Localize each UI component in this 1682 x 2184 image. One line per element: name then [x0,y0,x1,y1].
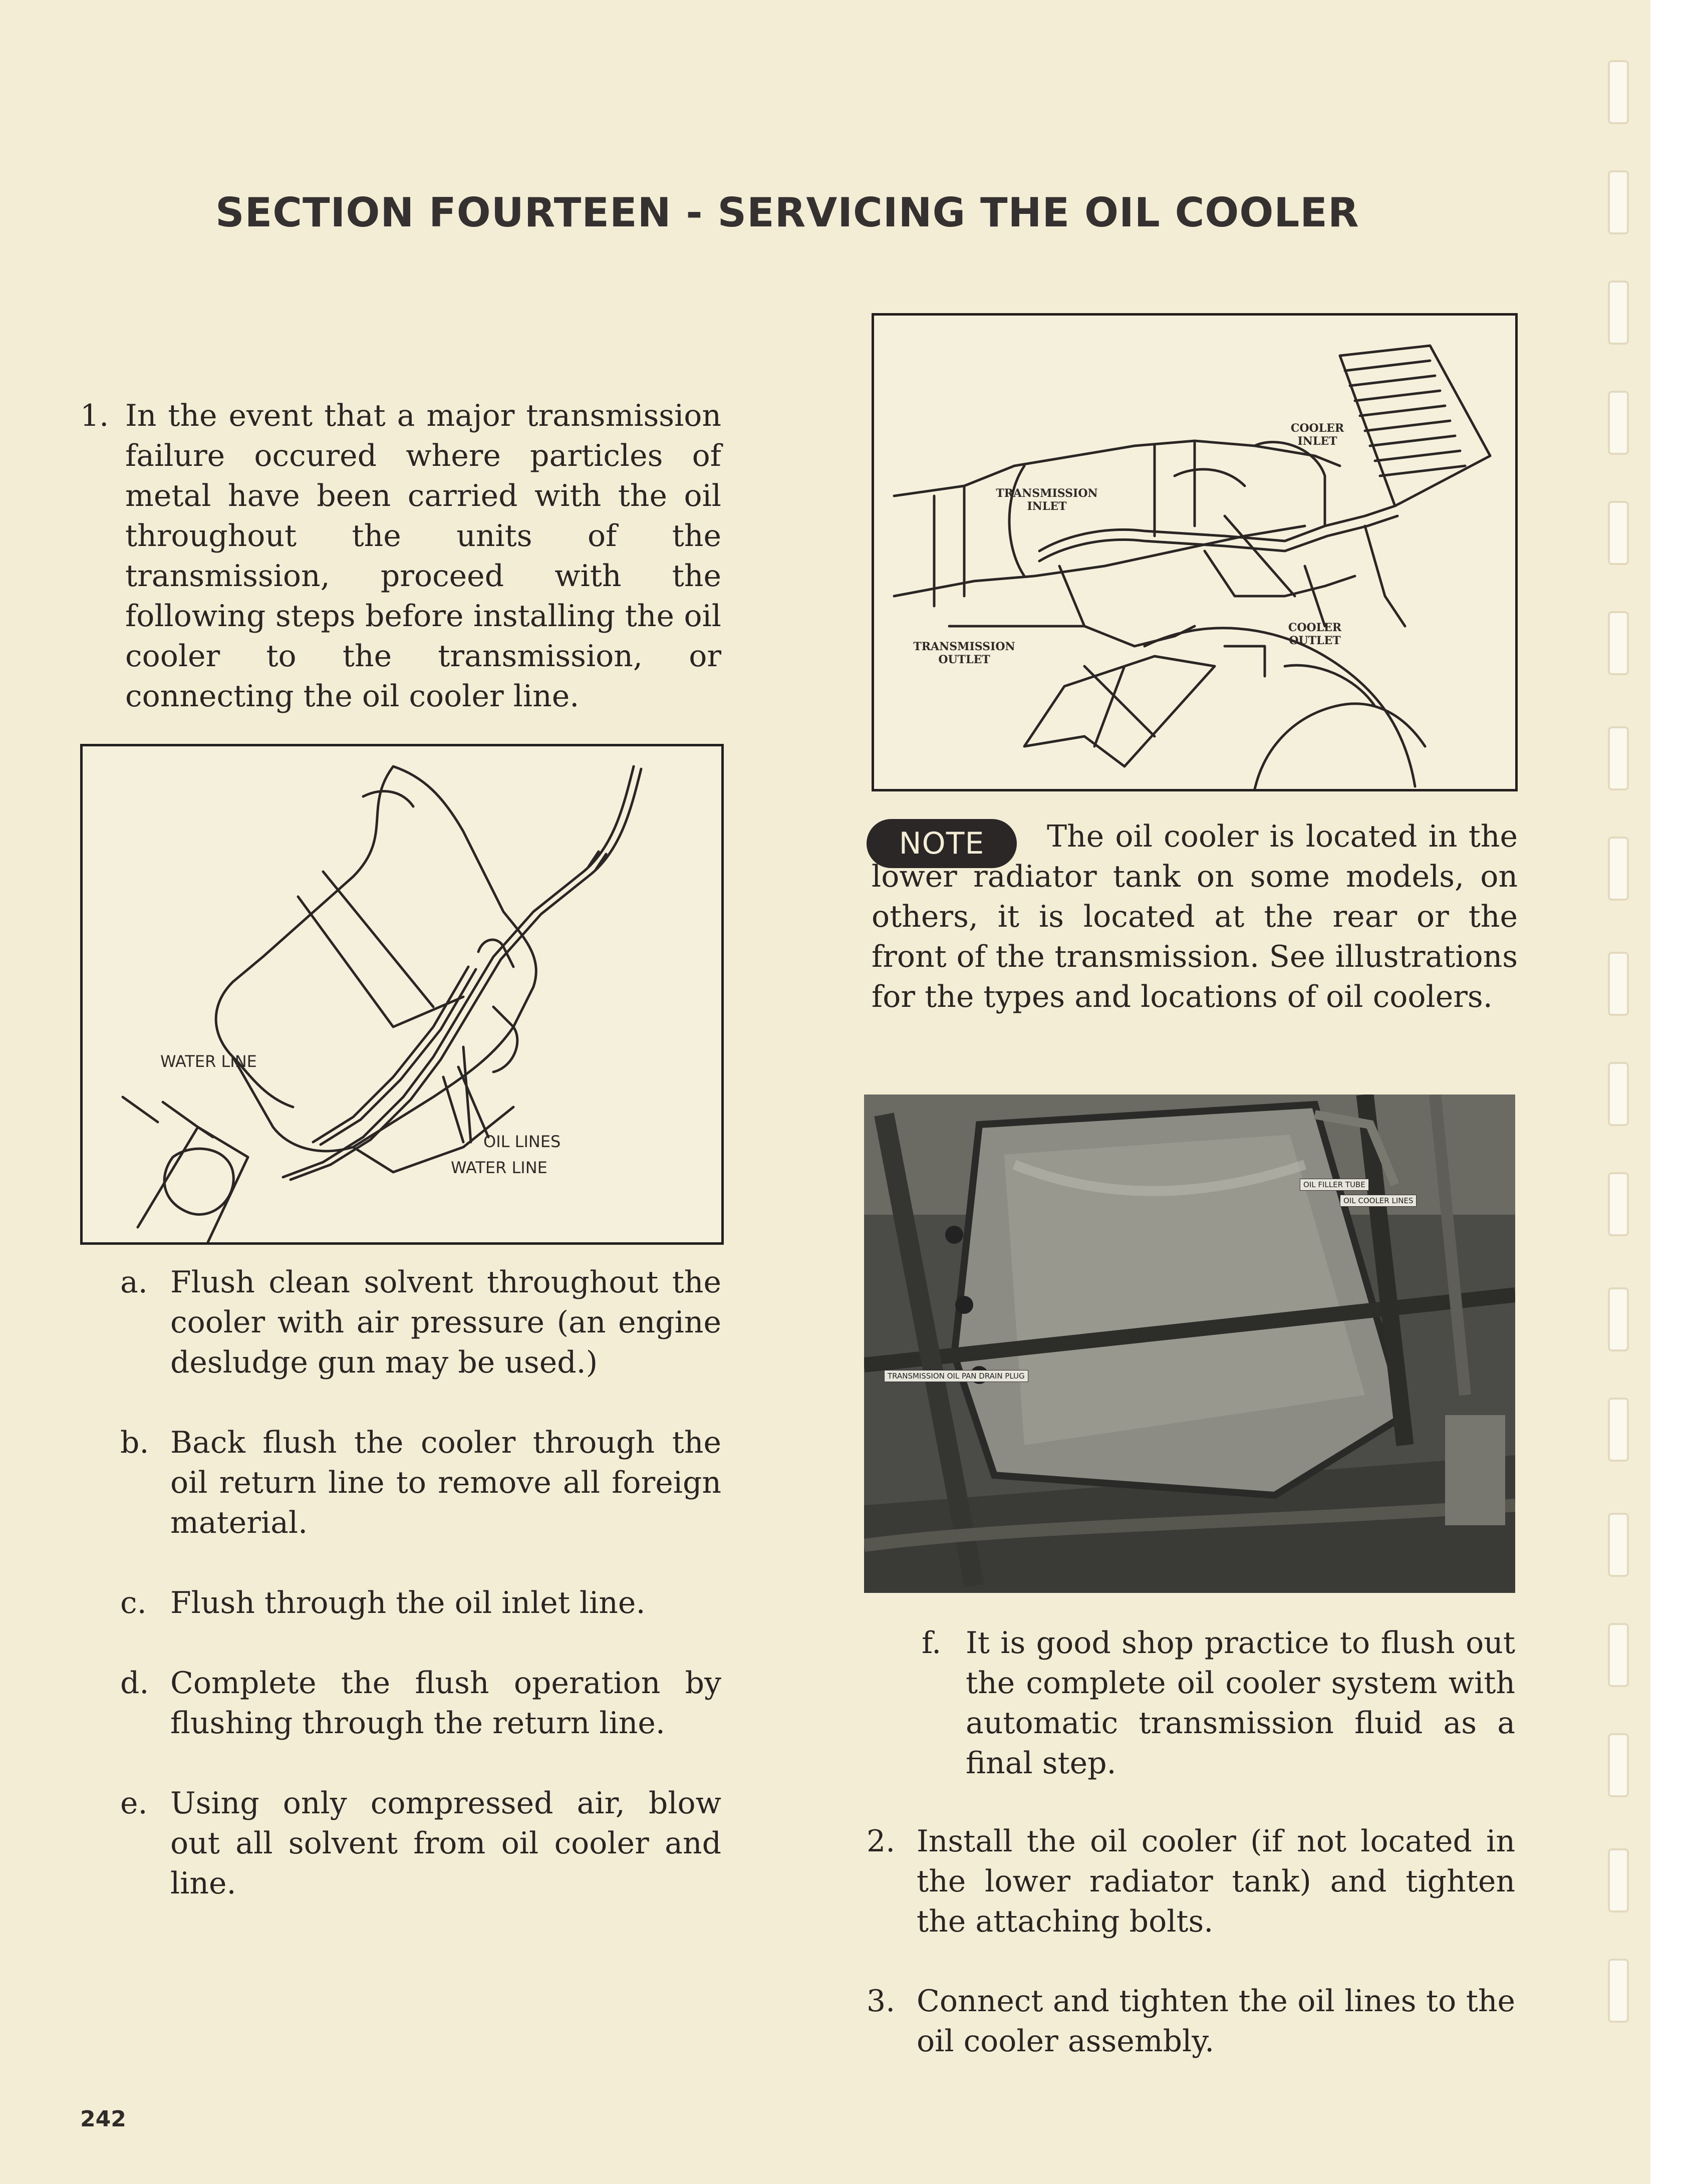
cooler-outlet-label: COOLER OUTLET [1288,621,1342,647]
oil-cooler-lines-label: OIL COOLER LINES [1340,1195,1417,1207]
water-line-label-top: WATER LINE [160,1052,257,1071]
binder-hole [1608,1513,1629,1577]
cooler-location-diagram [872,313,1518,791]
step-2-number: 2. [867,1824,896,1859]
transmission-outlet-label: TRANSMISSION OUTLET [913,640,1015,666]
binder-hole [1608,1398,1629,1462]
page-title: SECTION FOURTEEN - SERVICING THE OIL COOLER [215,189,1359,236]
substep-letter: d. [120,1666,149,1701]
substep-text: Flush through the oil inlet line. [170,1585,646,1620]
binder-hole [1608,281,1629,345]
substeps-left [120,1262,721,1903]
binder-hole [1608,1623,1629,1687]
note-body: The oil cooler is located in the lower radiator tank on some models, on others, it is located at the rear or the front of the transmission. See illustrations for the types and locations of oil coolers. [872,819,1518,1014]
note-badge: NOTE [867,819,1017,868]
binder-hole [1608,611,1629,675]
transmission-inlet-label: TRANSMISSION INLET [996,487,1098,513]
substep-text: Complete the flush operation by flushing through the return line. [170,1666,721,1741]
substep-letter: c. [120,1585,147,1620]
substep-a [120,1262,721,1383]
substep-text: Back flush the cooler through the oil return line to remove all foreign material. [170,1425,721,1540]
step-1-number: 1. [80,398,109,433]
oil-filler-tube-label: OIL FILLER TUBE [1300,1179,1369,1191]
page-edge [1650,0,1682,2184]
substep-text: It is good shop practice to flush out the complete oil cooler system with automatic transmission fluid as a final step. [966,1625,1515,1781]
binder-hole [1608,391,1629,455]
substep-letter: b. [120,1425,149,1460]
substep-b [120,1423,721,1543]
binder-hole [1608,1172,1629,1236]
page-number: 242 [80,2106,126,2132]
transmission-drawing [83,746,721,1242]
substep-f [922,1623,1515,1783]
step-3-number: 3. [867,1984,896,2019]
transmission-diagram [80,744,724,1245]
substep-c [120,1583,721,1623]
substep-letter: a. [120,1265,148,1300]
binder-hole [1608,1848,1629,1913]
binder-hole [1608,1733,1629,1797]
binder-hole [1608,1062,1629,1126]
cooler-drawing [874,316,1515,789]
drain-plug-label: TRANSMISSION OIL PAN DRAIN PLUG [884,1370,1028,1382]
oil-pan-photo [864,1095,1515,1593]
oil-lines-label: OIL LINES [483,1132,561,1151]
binder-hole [1608,837,1629,901]
step-1-text: In the event that a major transmission failure occured where particles of metal have been carried with the oil throughout the units of the transmission, proceed with the following steps before installing the oil cooler to the transmission, or connecting the oil cooler line. [125,398,721,714]
step-1 [80,396,721,716]
step-2-text: Install the oil cooler (if not located in the lower radiator tank) and tighten the attaching bolts. [917,1824,1515,1939]
substep-letter: e. [120,1786,148,1821]
substep-letter: f. [922,1625,942,1661]
cooler-inlet-label: COOLER INLET [1290,422,1344,448]
substep-text: Flush clean solvent throughout the cooler with air pressure (an engine desludge gun may be used.) [170,1265,721,1380]
step-3 [867,1981,1515,2061]
binder-hole [1608,501,1629,565]
binder-hole [1608,60,1629,124]
substep-d [120,1663,721,1743]
substep-e [120,1783,721,1903]
water-line-label-bottom: WATER LINE [451,1158,547,1177]
binder-hole [1608,1287,1629,1351]
binder-hole [1608,726,1629,790]
step-2 [867,1821,1515,1942]
substep-text: Using only compressed air, blow out all solvent from oil cooler and line. [170,1786,721,1901]
step-3-text: Connect and tighten the oil lines to the oil cooler assembly. [917,1984,1515,2059]
note-text [872,816,1518,1017]
oil-pan-photo-image [864,1095,1515,1593]
binder-hole [1608,1959,1629,2023]
binder-hole [1608,952,1629,1016]
binder-hole [1608,170,1629,234]
